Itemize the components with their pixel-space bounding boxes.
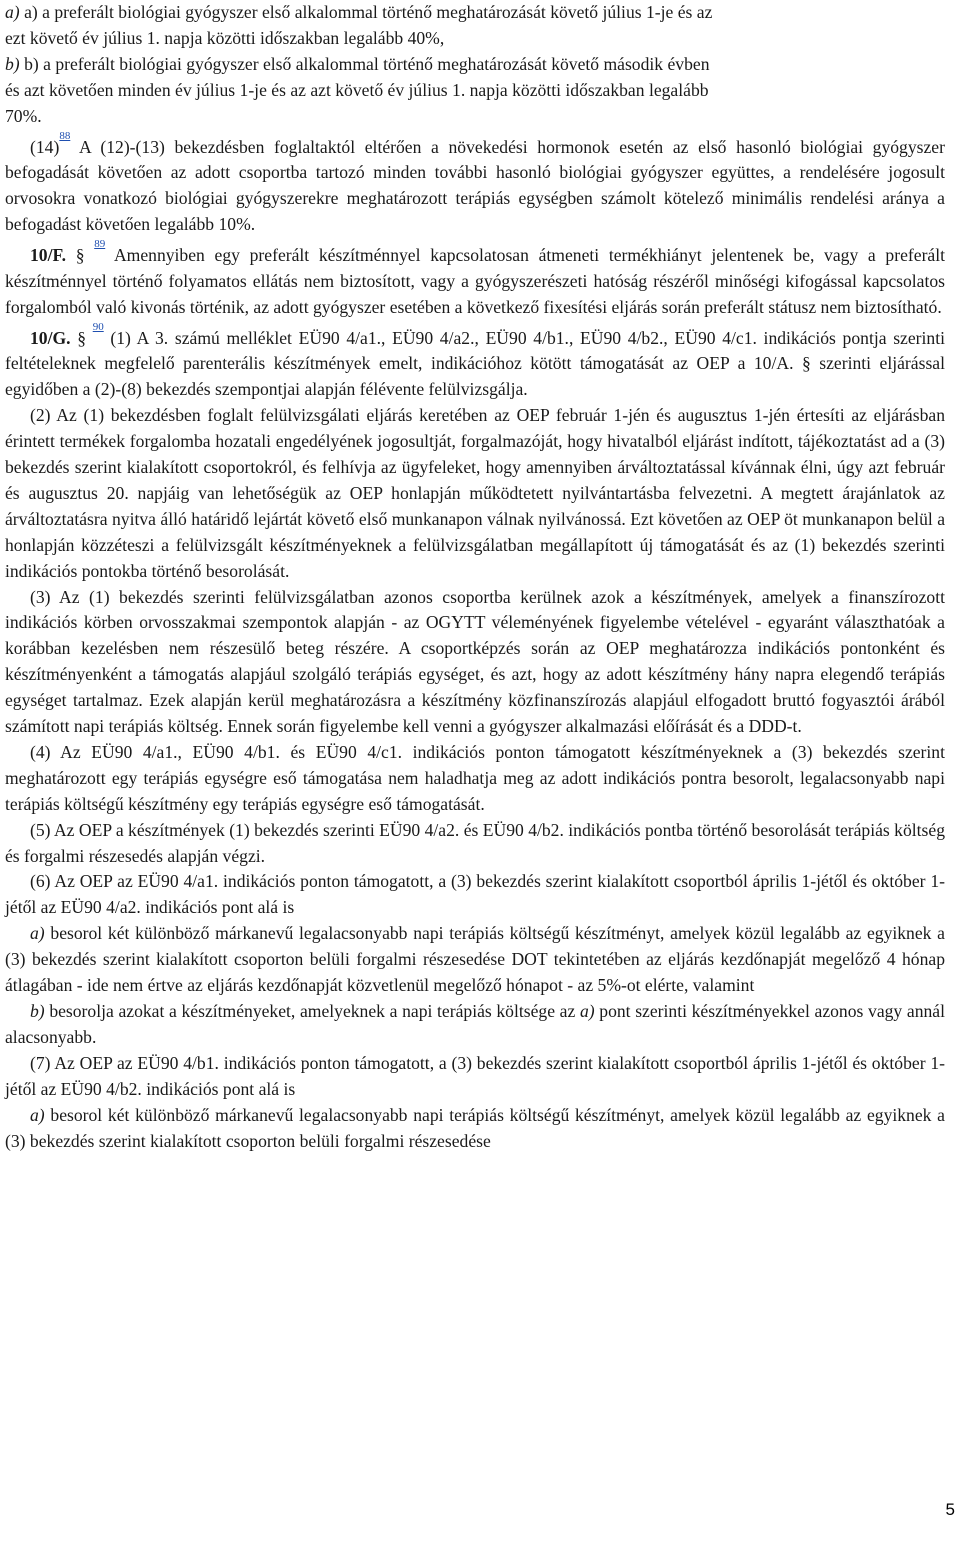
section-sign: § — [77, 327, 87, 348]
list-item-a-cont: ezt követő év július 1. napja közötti időszakban legalább 40%, — [5, 27, 445, 48]
paragraph-5: (5) Az OEP a készítmények (1) bekezdés szerinti EÜ90 4/a2. és EÜ90 4/b2. indikációs pontba történő besorolását terápiás költség és forgalmi részesedés alapján végzi. — [5, 819, 945, 866]
item-text: besorol két különböző márkanevű legalacsonyabb napi terápiás költségű készítményt, amelyek közül legalább az egyiknek a (3) bekezdés szerint kialakított csoporton belüli forgalmi részesedése DOT tekintetében az eljárás kezdőnapját megelőző 4 hónap átlagában - ide nem értve az eljárás kezdőnapját közvetlenül megelőző hónapot - az 5%-ot elérte, valamint — [5, 923, 945, 996]
section-sign: § — [75, 244, 85, 265]
item-text: besorol két különböző márkanevű legalacsonyabb napi terápiás költségű készítményt, amelyek közül legalább az egyiknek a (3) bekezdés szerint kialakított csoporton belüli forgalmi részesedése — [5, 1104, 945, 1151]
item-label: b) — [30, 1001, 45, 1022]
section-10g — [5, 321, 945, 404]
section-heading: 10/G. — [30, 327, 71, 348]
section-text: Amennyiben egy preferált készítménnyel kapcsolatosan átmeneti termékhiányt jelentenek be, vagy a preferált készítménnyel történő folyamatos ellátás nem biztosított, vagy a gyógyszerészeti hatóság részéről minőségi kifogással kapcsolatos forgalomból való kivonás történik, az adott gyógyszer esetében a következő fixesítési eljárás során preferált státusz nem biztosítható. — [5, 244, 946, 317]
item-label: b) — [5, 53, 20, 74]
footnote-link-89[interactable]: 89 — [94, 238, 106, 251]
paragraph-number: (14) — [30, 136, 60, 157]
paragraph-6-a — [5, 921, 945, 999]
paragraph-7-a — [5, 1103, 945, 1155]
paragraph-6-b — [5, 999, 945, 1051]
item-label: a) — [30, 923, 45, 944]
paragraph-7: (7) Az OEP az EÜ90 4/b1. indikációs ponton támogatott, a (3) bekezdés szerint kialakított csoportból április 1-jétől és október 1-jétől az EÜ90 4/b2. indikációs pont alá is — [5, 1052, 945, 1099]
list-item-b-end: 70%. — [5, 105, 42, 126]
item-text: pont szerinti készítményekkel azonos vagy annál alacsonyabb. — [5, 1001, 945, 1047]
footnote-link-90[interactable]: 90 — [92, 320, 104, 333]
list-item-b-cont: és azt követően minden év július 1-je és az azt követő év július 1. napja közötti időszakban legalább — [5, 79, 709, 100]
item-reference: a) — [579, 1001, 595, 1022]
paragraph-3: (3) Az (1) bekezdés szerinti felülvizsgálatban azonos csoportba kerülnek azok a készítmények, amelyek a finanszírozott indikációs körben orvosszakmai szempontok alapján - az OGYTT véleményének figyelembe vételével - egyaránt választhatóak a korábban kezelésben nem részesülő beteg részére. A csoportképzés során az OEP meghatározza indikációs pontonként és készítményenként a támogatás alapjául szolgáló terápiás egységet, és azt, hogy az adott készítmény hány napra elegendő terápiás egységet tartalmaz. Ezek alapján kerül meghatározásra a készítmény közfinanszírozás alapjául elfogadott bruttó fogyasztói árából számított napi terápiás költség. Ennek során figyelembe kell venni a gyógyszer alkalmazási előírását és a DDD-t. — [5, 586, 945, 737]
item-text: besorolja azokat a készítményeket, amelyeknek a napi terápiás költsége az — [49, 1001, 576, 1022]
list-item-a — [5, 0, 945, 26]
text-line: a) a preferált biológiai gyógyszer első alkalommal történő meghatározását követő július 1-je és az — [24, 2, 713, 22]
document-page — [5, 0, 945, 1154]
paragraph-6: (6) Az OEP az EÜ90 4/a1. indikációs ponton támogatott, a (3) bekezdés szerint kialakított csoportból április 1-jétől és október 1-jétől az EÜ90 4/a2. indikációs pont alá is — [5, 871, 945, 918]
section-text: (1) A 3. számú melléklet EÜ90 4/a1., EÜ90 4/a2., EÜ90 4/b1., EÜ90 4/b2., EÜ90 4/c1. indikációs pontja szerinti feltételeknek megfelelő parenterális készítmények emelt, indikációhoz kötött támogatását az OEP a 10/A. § szerinti eljárással egyidőben a (2)-(8) bekezdés szempontjai alapján félévente felülvizsgálja. — [5, 327, 945, 400]
list-item-b — [5, 52, 945, 78]
item-label: a) — [5, 2, 20, 22]
paragraph-text: A (12)-(13) bekezdésben foglaltaktól eltérően a növekedési hormonok esetén az első hasonló biológiai gyógyszer befogadását követően az adott csoportba tartozó minden további hasonló biológiai gyógyszer együttes, a rendelésére jogosult orvosokra vonatkozó biológiai gyógyszerekre meghatározott terápiás egységben számolt kötelező minimális rendelési aránya a befogadást követően legalább 10%. — [5, 136, 945, 235]
paragraph-14 — [5, 130, 945, 238]
text-line: b) a preferált biológiai gyógyszer első alkalommal történő meghatározását követő második évben — [24, 53, 710, 74]
item-label: a) — [30, 1104, 45, 1125]
paragraph-4: (4) Az EÜ90 4/a1., EÜ90 4/b1. és EÜ90 4/c1. indikációs ponton támogatott készítményeknek a (3) bekezdés szerint meghatározott egy terápiás egységre eső támogatása nem haladhatja meg az adott indikációs pontra besorolt, legalacsonyabb napi terápiás költségű készítmény egy terápiás egységre eső támogatását. — [5, 741, 945, 814]
paragraph-2: (2) Az (1) bekezdésben foglalt felülvizsgálati eljárás keretében az OEP február 1-jén és augusztus 1-jén értesíti az eljárásban érintett termékek forgalomba hozatali engedélyének jogosultját, forgalmazóját, hogy hivatalból eljárást indított, tájékoztatást ad a (3) bekezdés szerint kialakított csoportokról, és felhívja az ügyfeleket, hogy amennyiben árváltoztatással kívánnak élni, úgy azt február és augusztus 20. napjáig van lehetőségük az OEP honlapján működtetett nyilvántartásba felvezetni. A megtett árajánlatok az árváltoztatásra nyitva álló határidő lejártát követő első munkanapon válnak nyilvánossá. Ezt követően az OEP öt munkanapon belül a honlapján közzéteszi a felülvizsgált készítményeknek a felülvizsgálatban megállapított új támogatását és az (1) bekezdés szerinti indikációs pontokba történő besorolását. — [5, 405, 945, 581]
page-number: 5 — [945, 1500, 955, 1519]
footnote-link-88[interactable]: 88 — [59, 129, 71, 142]
section-heading: 10/F. — [30, 244, 67, 265]
section-10f — [5, 238, 945, 321]
